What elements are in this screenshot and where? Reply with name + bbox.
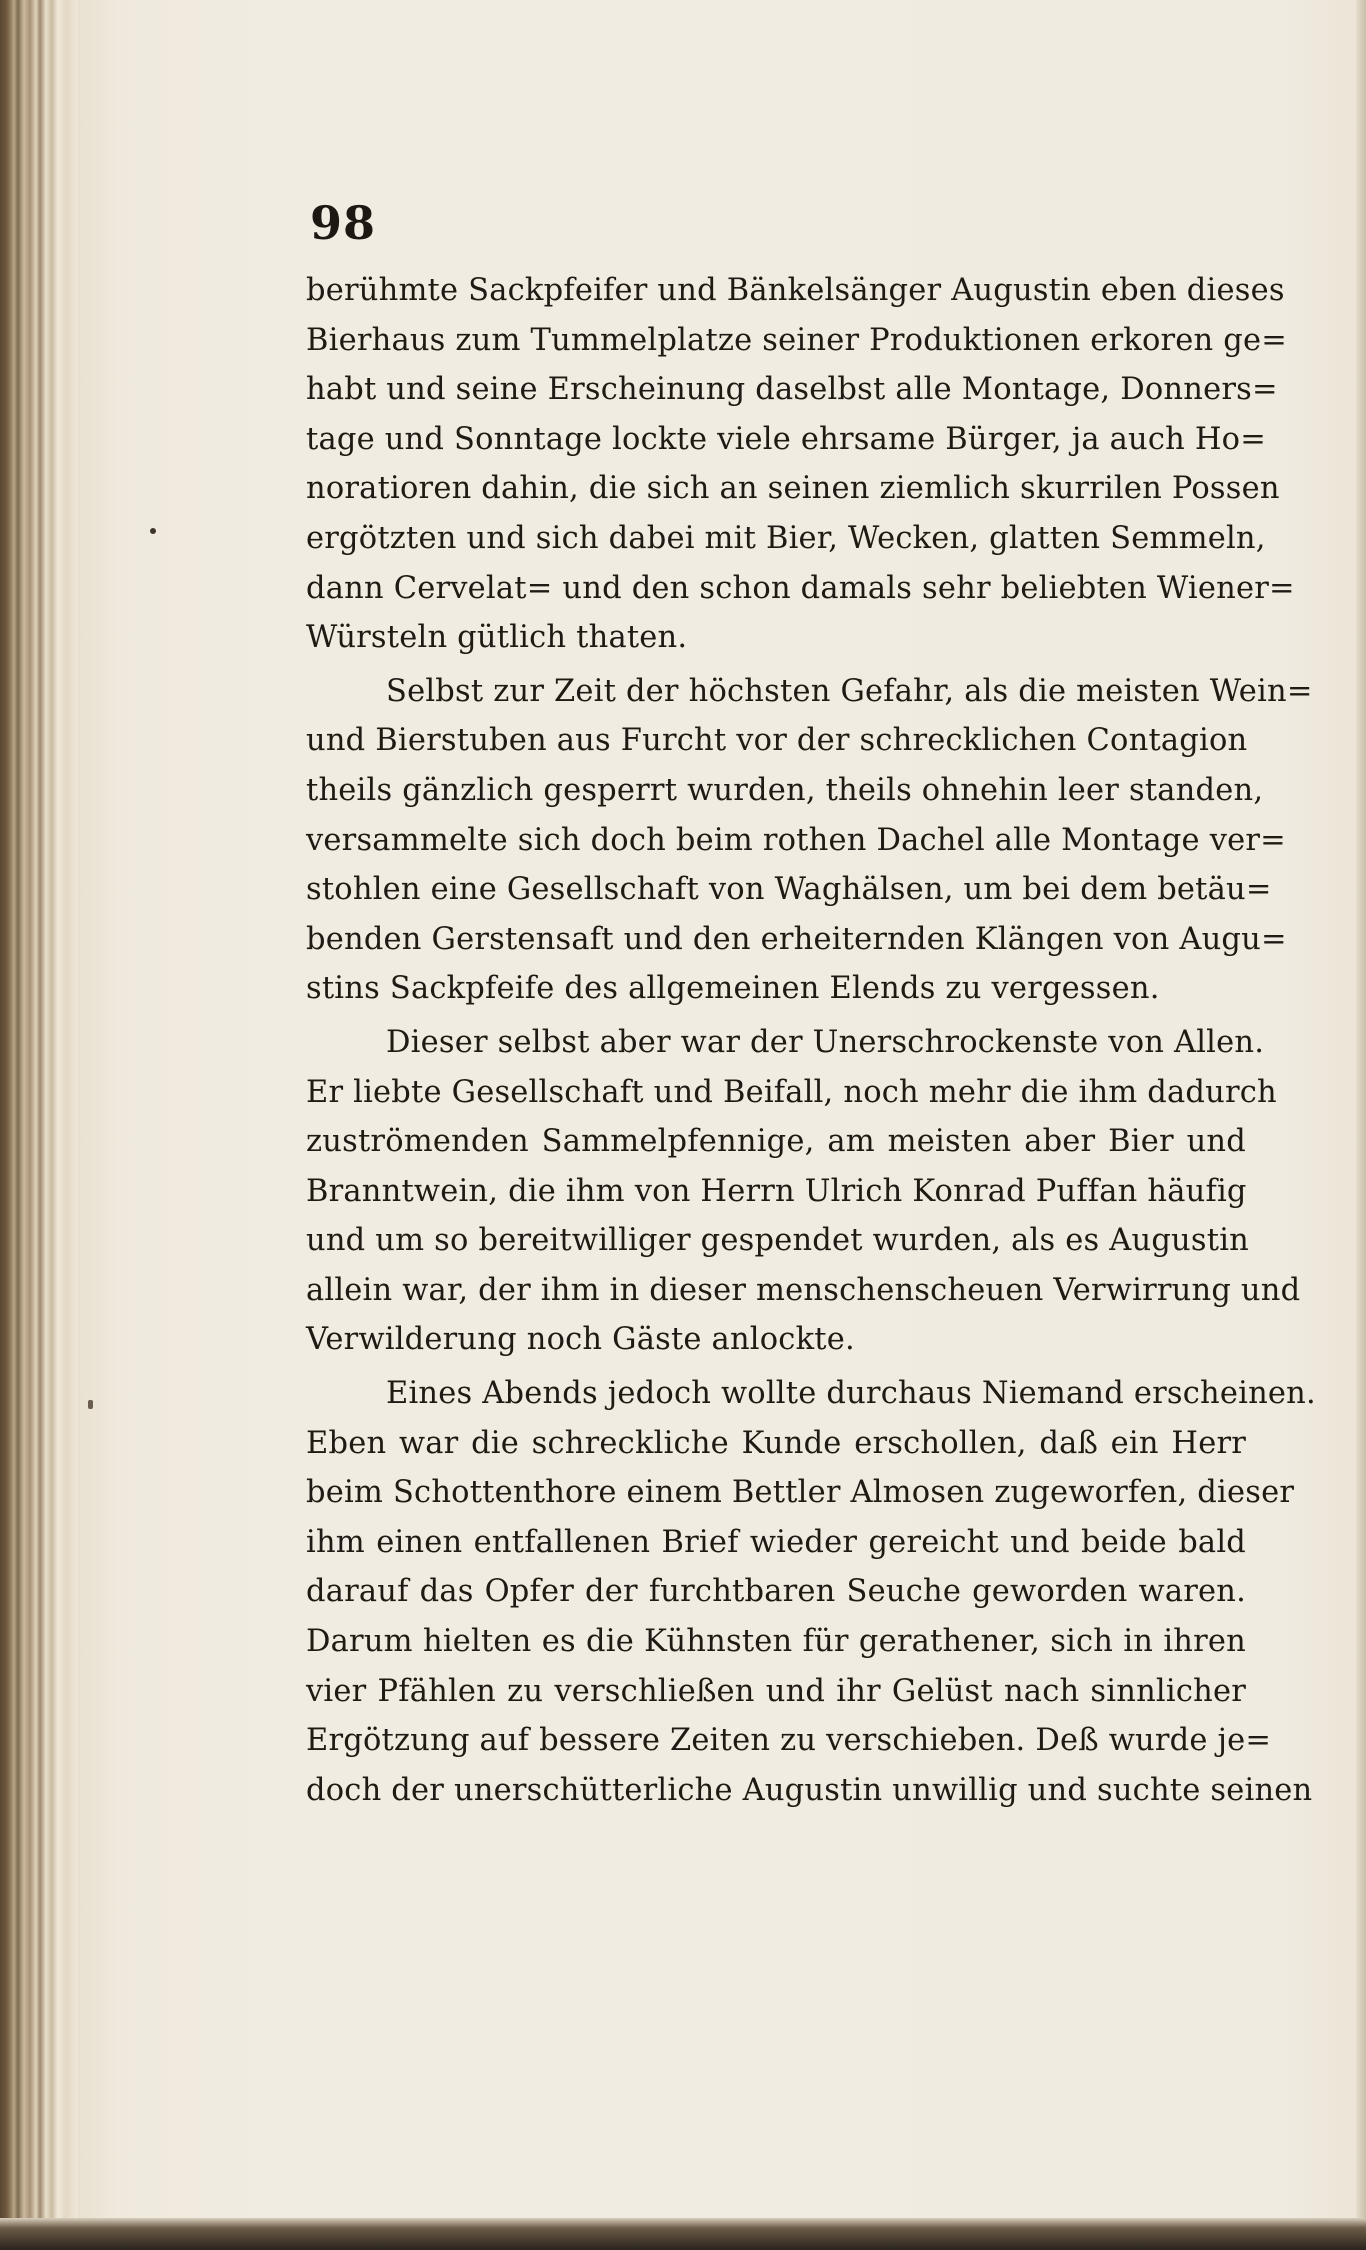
text-line: stohlen eine Gesellschaft von Waghälsen, um bei dem betäu= [306,872,1272,908]
text-line: theils gänzlich gesperrt wurden, theils ohnehin leer standen, [306,772,1264,808]
text-line: allein war, der ihm in dieser menschenscheuen Verwirrung und [306,1272,1301,1308]
ink-speck [150,528,156,534]
text-line: Ergötzung auf bessere Zeiten zu verschieben. Deß wurde je= [306,1723,1272,1759]
paragraph [306,266,1295,663]
text-line: noratioren dahin, die sich an seinen ziemlich skurrilen Possen [306,471,1280,507]
text-line: Verwilderung noch Gäste anlockte. [306,1322,855,1358]
page-edges-stack [0,0,82,2250]
right-page-edge [1356,0,1366,2250]
text-line: stins Sackpfeife des allgemeinen Elends zu vergessen. [306,971,1160,1007]
text-line: ergötzten und sich dabei mit Bier, Wecken, glatten Semmeln, [306,520,1266,556]
text-line: dann Cervelat= und den schon damals sehr beliebten Wiener= [306,570,1295,606]
text-line: Eines Abends jedoch wollte durchaus Niemand erscheinen. [386,1376,1316,1412]
paragraph [306,667,1313,1014]
text-line: Branntwein, die ihm von Herrn Ulrich Konrad Puffan häufig [306,1173,1247,1209]
text-line: vier Pfählen zu verschließen und ihr Gelüst nach sinnlicher [306,1673,1246,1709]
body-text [306,266,1316,1815]
text-line: versammelte sich doch beim rothen Dachel alle Montage ver= [306,822,1286,858]
text-line: benden Gerstensaft und den erheiternden Klängen von Augu= [306,921,1287,957]
text-line: berühmte Sackpfeifer und Bänkelsänger Augustin eben dieses [306,273,1285,308]
text-line: darauf das Opfer der furchtbaren Seuche geworden waren. [306,1574,1246,1610]
text-line: und Bierstuben aus Furcht vor der schrecklichen Contagion [306,723,1248,759]
text-line: tage und Sonntage lockte viele ehrsame Bürger, ja auch Ho= [306,421,1266,457]
paragraph [306,1018,1301,1365]
text-line: Dieser selbst aber war der Unerschrockenste von Allen. [386,1024,1265,1060]
bottom-page-edge [0,2218,1366,2250]
page-number: 98 [310,196,377,250]
text-line: Darum hielten es die Kühnsten für gerathener, sich in ihren [306,1624,1246,1660]
text-line: Würsteln gütlich thaten. [306,620,688,656]
text-line: Bierhaus zum Tummelplatze seiner Produktionen erkoren ge= [306,322,1288,358]
text-line: Eben war die schreckliche Kunde erschollen, daß ein Herr [306,1425,1246,1461]
text-line: zuströmenden Sammelpfennige, am meisten aber Bier und [306,1124,1246,1160]
text-line: Er liebte Gesellschaft und Beifall, noch mehr die ihm dadurch [306,1074,1277,1110]
text-line: Selbst zur Zeit der höchsten Gefahr, als die meisten Wein= [386,673,1313,709]
text-line: doch der unerschütterliche Augustin unwillig und suchte seinen [306,1772,1313,1808]
text-line: ihm einen entfallenen Brief wieder gereicht und beide bald [306,1524,1246,1560]
ink-speck [88,1400,93,1409]
text-line: habt und seine Erscheinung daselbst alle Montage, Donners= [306,372,1278,408]
text-line: beim Schottenthore einem Bettler Almosen zugeworfen, dieser [306,1475,1295,1511]
paragraph [306,1369,1316,1815]
text-line: und um so bereitwilliger gespendet wurden, als es Augustin [306,1223,1249,1259]
